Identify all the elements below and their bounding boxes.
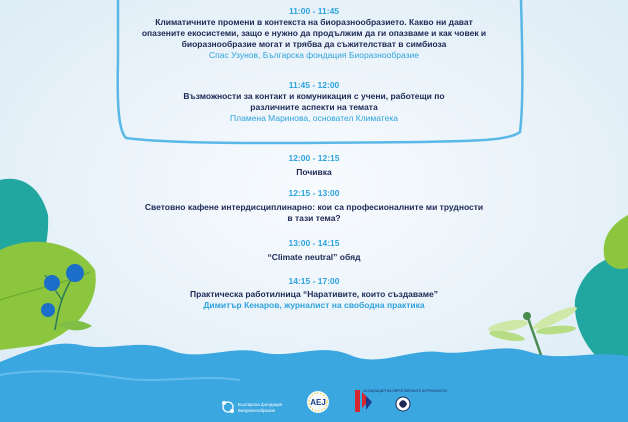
agenda-time: 14:15 - 17:00	[288, 276, 340, 286]
agenda-title-line: различните аспекти на темата	[250, 102, 378, 112]
agenda-title-line: опазените екосистеми, защо е нужно да продължим да ги опазваме и как човек и	[141, 28, 487, 38]
agenda-item-4	[0, 188, 628, 224]
agenda-title-line: Почивка	[296, 167, 332, 177]
agenda-item-2	[0, 80, 628, 124]
agenda-speaker: Димитър Кенаров, журналист на свободна практика	[203, 300, 425, 310]
agenda-title-line: Световно кафене интердисциплинарно: кои са професионалните ми трудности	[144, 202, 484, 212]
partner-logo	[355, 390, 372, 412]
agenda-time: 12:00 - 12:15	[288, 153, 340, 163]
agenda-speaker: Пламена Маринова, основател Климатека	[230, 113, 398, 123]
agenda-title-line: “Climate neutral” обяд	[267, 252, 361, 262]
agenda-time: 12:15 - 13:00	[288, 188, 340, 198]
agenda-item-1	[0, 6, 628, 61]
agenda-item-6	[0, 276, 628, 311]
agenda-title-line: биоразнообразие могат и трябва да съжителстват в симбиоза	[181, 39, 447, 49]
agenda-item-3	[0, 153, 628, 178]
aej-logo	[307, 391, 329, 413]
agenda-item-5	[0, 238, 628, 263]
org-logo-text: АСОЦИАЦИЯ НА ЕВРОПЕЙСКИТЕ ЖУРНАЛИСТИ	[363, 389, 447, 393]
agenda-title-line: Възможности за контакт и комуникация с учени, работещи по	[183, 91, 445, 101]
agenda-time: 11:45 - 12:00	[288, 80, 340, 90]
aej-logo-text: AEJ	[310, 398, 326, 407]
bfb-logo-text-1: Българска фондация	[238, 402, 283, 407]
bfb-logo-text-2: Биоразнообразие	[238, 408, 276, 413]
sponsor-logos	[0, 380, 628, 422]
agenda-time: 13:00 - 14:15	[288, 238, 340, 248]
agenda-title-line: в тази тема?	[287, 213, 341, 223]
agenda-title-line: Климатичните промени в контекста на биоразнообразието. Какво ни дават	[155, 17, 473, 27]
journalists-association-logo	[363, 389, 447, 411]
agenda-speaker: Спас Узунов, Българска фондация Биоразнообразие	[209, 50, 419, 60]
agenda-time: 11:00 - 11:45	[288, 6, 340, 16]
agenda-title-line: Практическа работилница “Наративите, които създаваме”	[190, 289, 438, 299]
bfb-logo	[222, 401, 283, 413]
